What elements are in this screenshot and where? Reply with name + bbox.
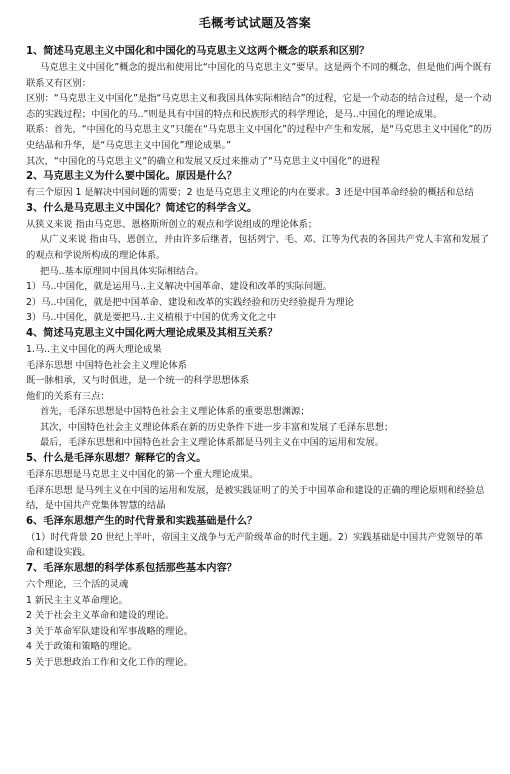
question-4-paragraph: 他们的关系有三点：: [26, 390, 110, 402]
question-7-list-item: 4 关于政策和策略的理论。: [26, 641, 138, 653]
document-body: [26, 44, 492, 671]
question-7-list-item: 1 新民主主义革命理论。: [26, 594, 128, 606]
question-6-heading: 6、毛泽东思想产生的时代背景和实践基础是什么？: [26, 515, 258, 527]
question-3-list-item: 1）马..中国化，就是运用马..主义解决中国革命、建设和改革的实际问题。: [26, 281, 332, 293]
question-7-list-item: 5 关于思想政治工作和文化工作的理论。: [26, 657, 193, 668]
question-3-list-item: 2）马..中国化，就是把中国革命、建设和改革的实践经验和历史经验提升为理论: [26, 296, 354, 308]
question-4-paragraph: 首先，毛泽东思想是中国特色社会主义理论体系的重要思想渊源；: [40, 406, 310, 418]
question-1-paragraph: 区别：“马克思主义中国化”是指“马克思主义和我国具体实际相结合”的过程，它是一个动态的结合过程，是一个动态的实践过程；中国化的马..”则是具有中国的特点和民族形式的科学理论，是马..中国化的理论成果。: [26, 93, 492, 120]
question-3-paragraph: 把马..基本原理同中国具体实际相结合。: [40, 265, 204, 277]
question-3-heading: 3、什么是马克思主义中国化？简述它的科学含义。: [26, 202, 258, 214]
question-1-heading: 1、简述马克思主义中国化和中国化的马克思主义这两个概念的联系和区别？: [26, 46, 370, 57]
document-title: 毛概考试试题及答案: [198, 16, 312, 30]
question-2-paragraph: 有三个原因 1 是解决中国问题的需要；2 也是马克思主义理论的内在要求。3 还是中国革命经验的概括和总结: [26, 187, 474, 199]
question-6-paragraph: （1）时代背景 20 世纪上半叶，帝国主义战争与无产阶级革命的时代主题。2）实践基础是中国共产党领导的革命和建设实践。: [26, 531, 484, 559]
question-4-paragraph: 其次，中国特色社会主义理论体系在新的历史条件下进一步丰富和发展了毛泽东思想；: [40, 421, 394, 433]
question-7-paragraph: 六个理论，三个活的灵魂: [26, 579, 129, 591]
question-4-paragraph: 1.马..主义中国化的两大理论成果: [26, 343, 162, 355]
question-3-paragraph: 从狭义来说 指由马克思、恩格斯所创立的观点和学说组成的理论体系；: [26, 218, 318, 230]
question-5-heading: 5、什么是毛泽东思想？解释它的含义。: [26, 453, 207, 465]
question-7-heading: 7、毛泽东思想的科学体系包括那些基本内容？: [26, 563, 237, 575]
question-1-paragraph: 马克思主义中国化”概念的提出和使用比“中国化的马克思主义”要早。这是两个不同的概念，但是他们两个既有联系又有区别：: [26, 62, 492, 89]
question-4-paragraph: 毛泽东思想 中国特色社会主义理论体系: [26, 359, 188, 371]
question-7-list-item: 2 关于社会主义革命和建设的理论。: [26, 610, 175, 622]
question-5-paragraph: 毛泽东思想 是马列主义在中国的运用和发展，是被实践证明了的关于中国革命和建设的正确的理论原则和经验总结，是中国共产党集体智慧的结晶: [26, 484, 485, 512]
question-4-paragraph: 既一脉相承，又与时俱进，是一个统一的科学思想体系: [26, 375, 250, 387]
question-1-paragraph: 其次，“中国化的马克思主义”的确立和发展又反过来推动了“马克思主义中国化”的进程: [26, 155, 380, 167]
question-2-heading: 2、马克思主义为什么要中国化。原因是什么？: [26, 171, 237, 183]
question-3-paragraph: 从广义来说 指由马、恩创立，并由许多后继者，包括列宁、毛、邓、江等为代表的各国共产党人丰富和发展了的观点和学说所构成的理论体系。: [26, 234, 490, 261]
question-3-list-item: 3）马..中国化，就是要把马..主义植根于中国的优秀文化之中: [26, 312, 277, 324]
question-4-heading: 4、简述马克思主义中国化两大理论成果及其相互关系？: [26, 327, 278, 339]
question-4-paragraph: 最后，毛泽东思想和中国特色社会主义理论体系都是马列主义在中国的运用和发展。: [40, 437, 384, 449]
question-1-paragraph: 联系：首先，“中国化的马克思主义”只能在“马克思主义中国化”的过程中产生和发展，是“马克思主义中国化”的历史结晶和升华，是“马克思主义中国化”理论成果。”: [26, 124, 492, 151]
question-7-list-item: 3 关于革命军队建设和军事战略的理论。: [26, 625, 193, 637]
question-5-paragraph: 毛泽东思想是马克思主义中国化的第一个重大理论成果。: [26, 469, 259, 481]
